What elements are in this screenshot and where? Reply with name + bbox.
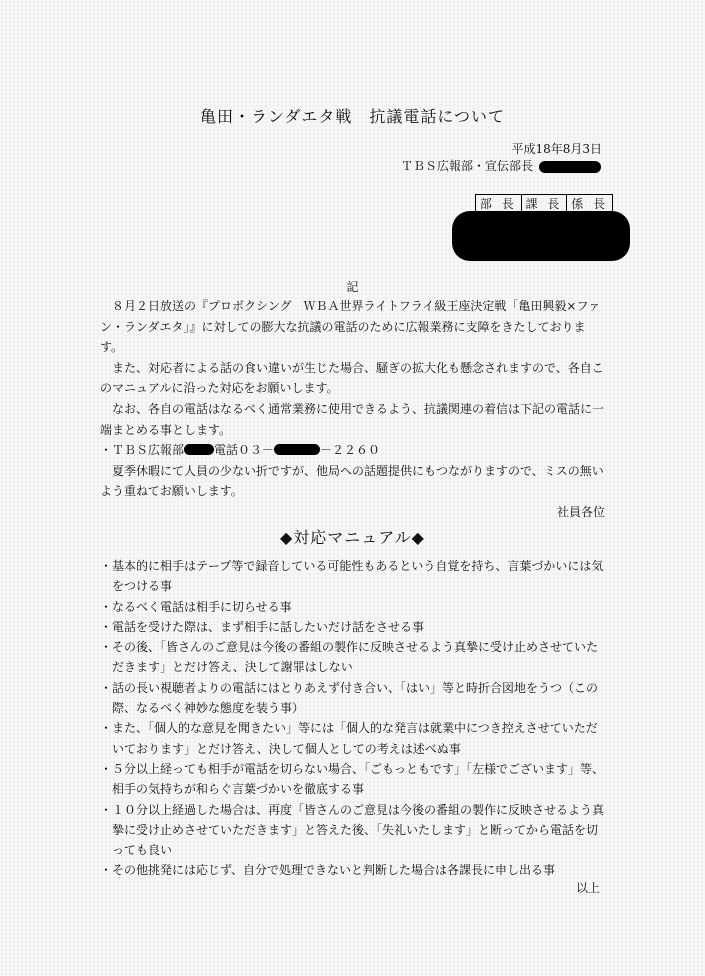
manual-item: ・ なるべく電話は相手に切らせる事 [100,597,605,617]
manual-item: ・ 基本的に相手はテープ等で録音している可能性もあるという自覚を持ち、言葉づかいには気をつける事 [100,556,605,597]
redacted-number-mark [274,444,320,455]
document-title: 亀田・ランダエタ戦 抗議電話について [199,107,506,126]
phone-line [100,440,605,461]
ki-heading: 記 [346,280,359,294]
redacted-name-mark [539,161,601,173]
stamp-header-kacho: 課 長 [521,195,567,213]
redacted-extension-mark [184,444,214,455]
sender-line [401,157,601,174]
stamp-header-bucho: 部 長 [476,195,522,213]
sender-department: ＴＢＳ広報部・宣伝部長 [401,159,534,173]
body-paragraph-2: また、対応者による話の食い違いが生じた場合、騒ぎの拡大化も懸念されますので、各自このマニュアルに沿った対応をお願いします。 [100,360,604,396]
phone-prefix: ・ＴＢＳ広報部 [100,443,185,458]
document-date: 平成18年8月3日 [511,142,602,156]
document-body [100,296,605,523]
manual-item: ・ 話の長い視聴者よりの電話にはとりあえず付き合い、「はい」等と時折合図地をうつ（この際、なるべく神妙な態度を装う事） [100,678,605,719]
body-paragraph-4: 夏季休暇にて人員の少ない折ですが、他局への話題提供にもつながりますので、ミスの無いよう重ねてお願いします。 [100,463,604,499]
phone-suffix: －２２６０ [320,443,381,458]
redacted-stamps [452,211,630,261]
phone-mid: 電話０３－ [214,443,275,458]
manual-title: ◆対応マニュアル◆ [280,528,425,547]
body-paragraph-1: ８月２日放送の『プロボクシング ＷＢＡ世界ライトフライ級王座決定戦「亀田興毅×ファン・ランダエタ」』に対しての膨大な抗議の電話のために広報業務に支障をきたしております。 [100,299,601,355]
manual-item: ・ 電話を受けた際は、まず相手に話したいだけ話をさせる事 [100,617,605,637]
manual-item: ・ ５分以上経っても相手が電話を切らない場合、「ごもっともです」「左様でございます」等、相手の気持ちが和らぐ言葉づかいを徹底する事 [100,759,605,800]
addressee: 社員各位 [556,504,605,519]
body-paragraph-3: なお、各自の電話はなるべく通常業務に使用できるよう、抗議関連の着信は下記の電話に一端まとめる事とします。 [100,401,605,437]
closing-mark: 以上 [575,881,600,895]
manual-item: ・ その他挑発には応じず、自分で処理できないと判断した場合は各課長に申し出る事 [100,860,605,880]
manual-item: ・ その後、「皆さんのご意見は今後の番組の製作に反映させるよう真摯に受け止めさせていただきます」とだけ答え、決して謝罪はしない [100,637,605,678]
manual-item: ・ １０分以上経過した場合は、再度「皆さんのご意見は今後の番組の製作に反映させるよう真摯に受け止めさせていただきます」と答えた後、「失礼いたします」と断ってから電話を切っても良い [100,800,605,861]
manual-item: ・ また、「個人的な意見を聞きたい」等には「個人的な発言は就業中につき控えさせていただいております」とだけ答え、決して個人としての考えは述べぬ事 [100,718,605,759]
stamp-header-kakaricho: 係 長 [567,195,613,213]
manual-list [100,556,605,881]
